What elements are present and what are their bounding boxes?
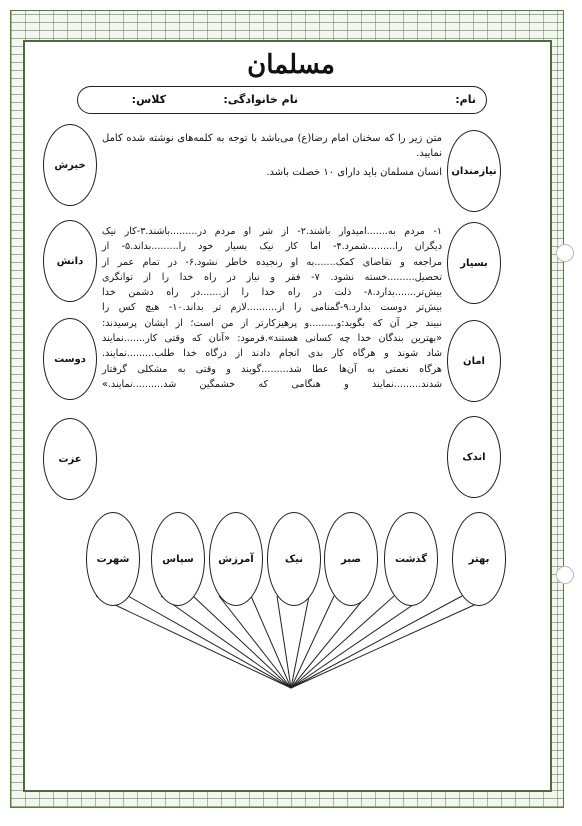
word-oval-right: اندک xyxy=(447,416,501,498)
fan-line xyxy=(291,596,366,688)
fan-line xyxy=(128,596,291,688)
body-line: هرگاه نعمتی به آن‌ها عطا شد.........گویند و وقتی به مشکلی گرفتار xyxy=(102,363,442,375)
fan-line xyxy=(277,596,291,688)
fan-line xyxy=(193,596,291,688)
word-oval-bottom: صبر xyxy=(324,512,378,606)
body-line: دیگران را.........شمرد.۴- اما کار نیک بسیار خود را.........بداند.۵- از xyxy=(102,241,442,253)
fan-line xyxy=(291,596,494,688)
body-line: مراجعه و تقاضای کمک.......به او رنجیده خاطر نشود.۶- در تمام عمر از xyxy=(102,256,442,268)
word-oval-bottom: سپاس xyxy=(151,512,205,606)
body-line: نبیند جز آن که بگوید:و.........و پرهیزکارتر از من است؛ از ایشان پرسیدند: xyxy=(102,317,442,329)
fan-line xyxy=(96,596,291,688)
word-oval-bottom: نیک xyxy=(267,512,321,606)
word-oval-left: خیرش xyxy=(43,124,97,206)
body-line: تحصیل.........خسته نشود. ۷- فقر و نیاز در راه خدا را از توانگری xyxy=(102,271,442,283)
body-line: ۱- مردم به.......امیدوار باشند.۲- از شر او مردم در.........باشند.۳-کار نیک xyxy=(102,226,443,237)
word-oval-left: دانش xyxy=(43,220,97,302)
fan-line xyxy=(291,596,462,688)
word-oval-right: بسیار xyxy=(447,222,501,304)
body-line: شاد شوند و هرگاه کار بدی انجام دادند از درگاه خدا طلب.........نمایند. xyxy=(102,348,442,360)
fan-line xyxy=(219,596,291,688)
page-title: مسلمان xyxy=(247,50,335,80)
body-line: «بهترین بندگان خدا چه کسانی هستند».فرمود: «آنان که وقتی کار.......نمایند xyxy=(102,333,442,345)
word-oval-bottom: آمرزش xyxy=(209,512,263,606)
word-oval-left: دوست xyxy=(43,318,97,400)
name-label: نام: xyxy=(455,93,476,106)
word-oval-bottom: بهتر xyxy=(452,512,506,606)
word-oval-right: امان xyxy=(447,320,501,402)
word-oval-bottom: شهرت xyxy=(86,512,140,606)
body-line: شدند.........نمایند و هنگامی که خشمگین شد..........نمایند.» xyxy=(102,378,442,390)
instruction-line: انسان مسلمان باید دارای ۱۰ خصلت باشد. xyxy=(266,166,442,178)
body-line: بیش‌تر.......بدارد.۸- ذلت در راه خدا را از.......در راه دشمن خدا xyxy=(102,287,442,299)
word-oval-bottom: گذشت xyxy=(384,512,438,606)
instruction-line: متن زیر را که سخنان امام رضا(ع) می‌باشد با توجه به کلمه‌های نوشته شده کامل نمایید. xyxy=(102,133,442,160)
word-oval-left: عزت xyxy=(43,418,97,500)
class-label: کلاس: xyxy=(131,93,166,106)
fan-line xyxy=(291,596,426,688)
word-oval-right: نیازمندان xyxy=(447,130,501,212)
fan-line xyxy=(291,596,334,688)
body-line: بیش‌تر دوست بدارد.۹-گمنامی را از..........لازم تر بداند.۱۰- هیچ کس را xyxy=(102,302,442,314)
family-label: نام خانوادگی: xyxy=(223,93,298,106)
